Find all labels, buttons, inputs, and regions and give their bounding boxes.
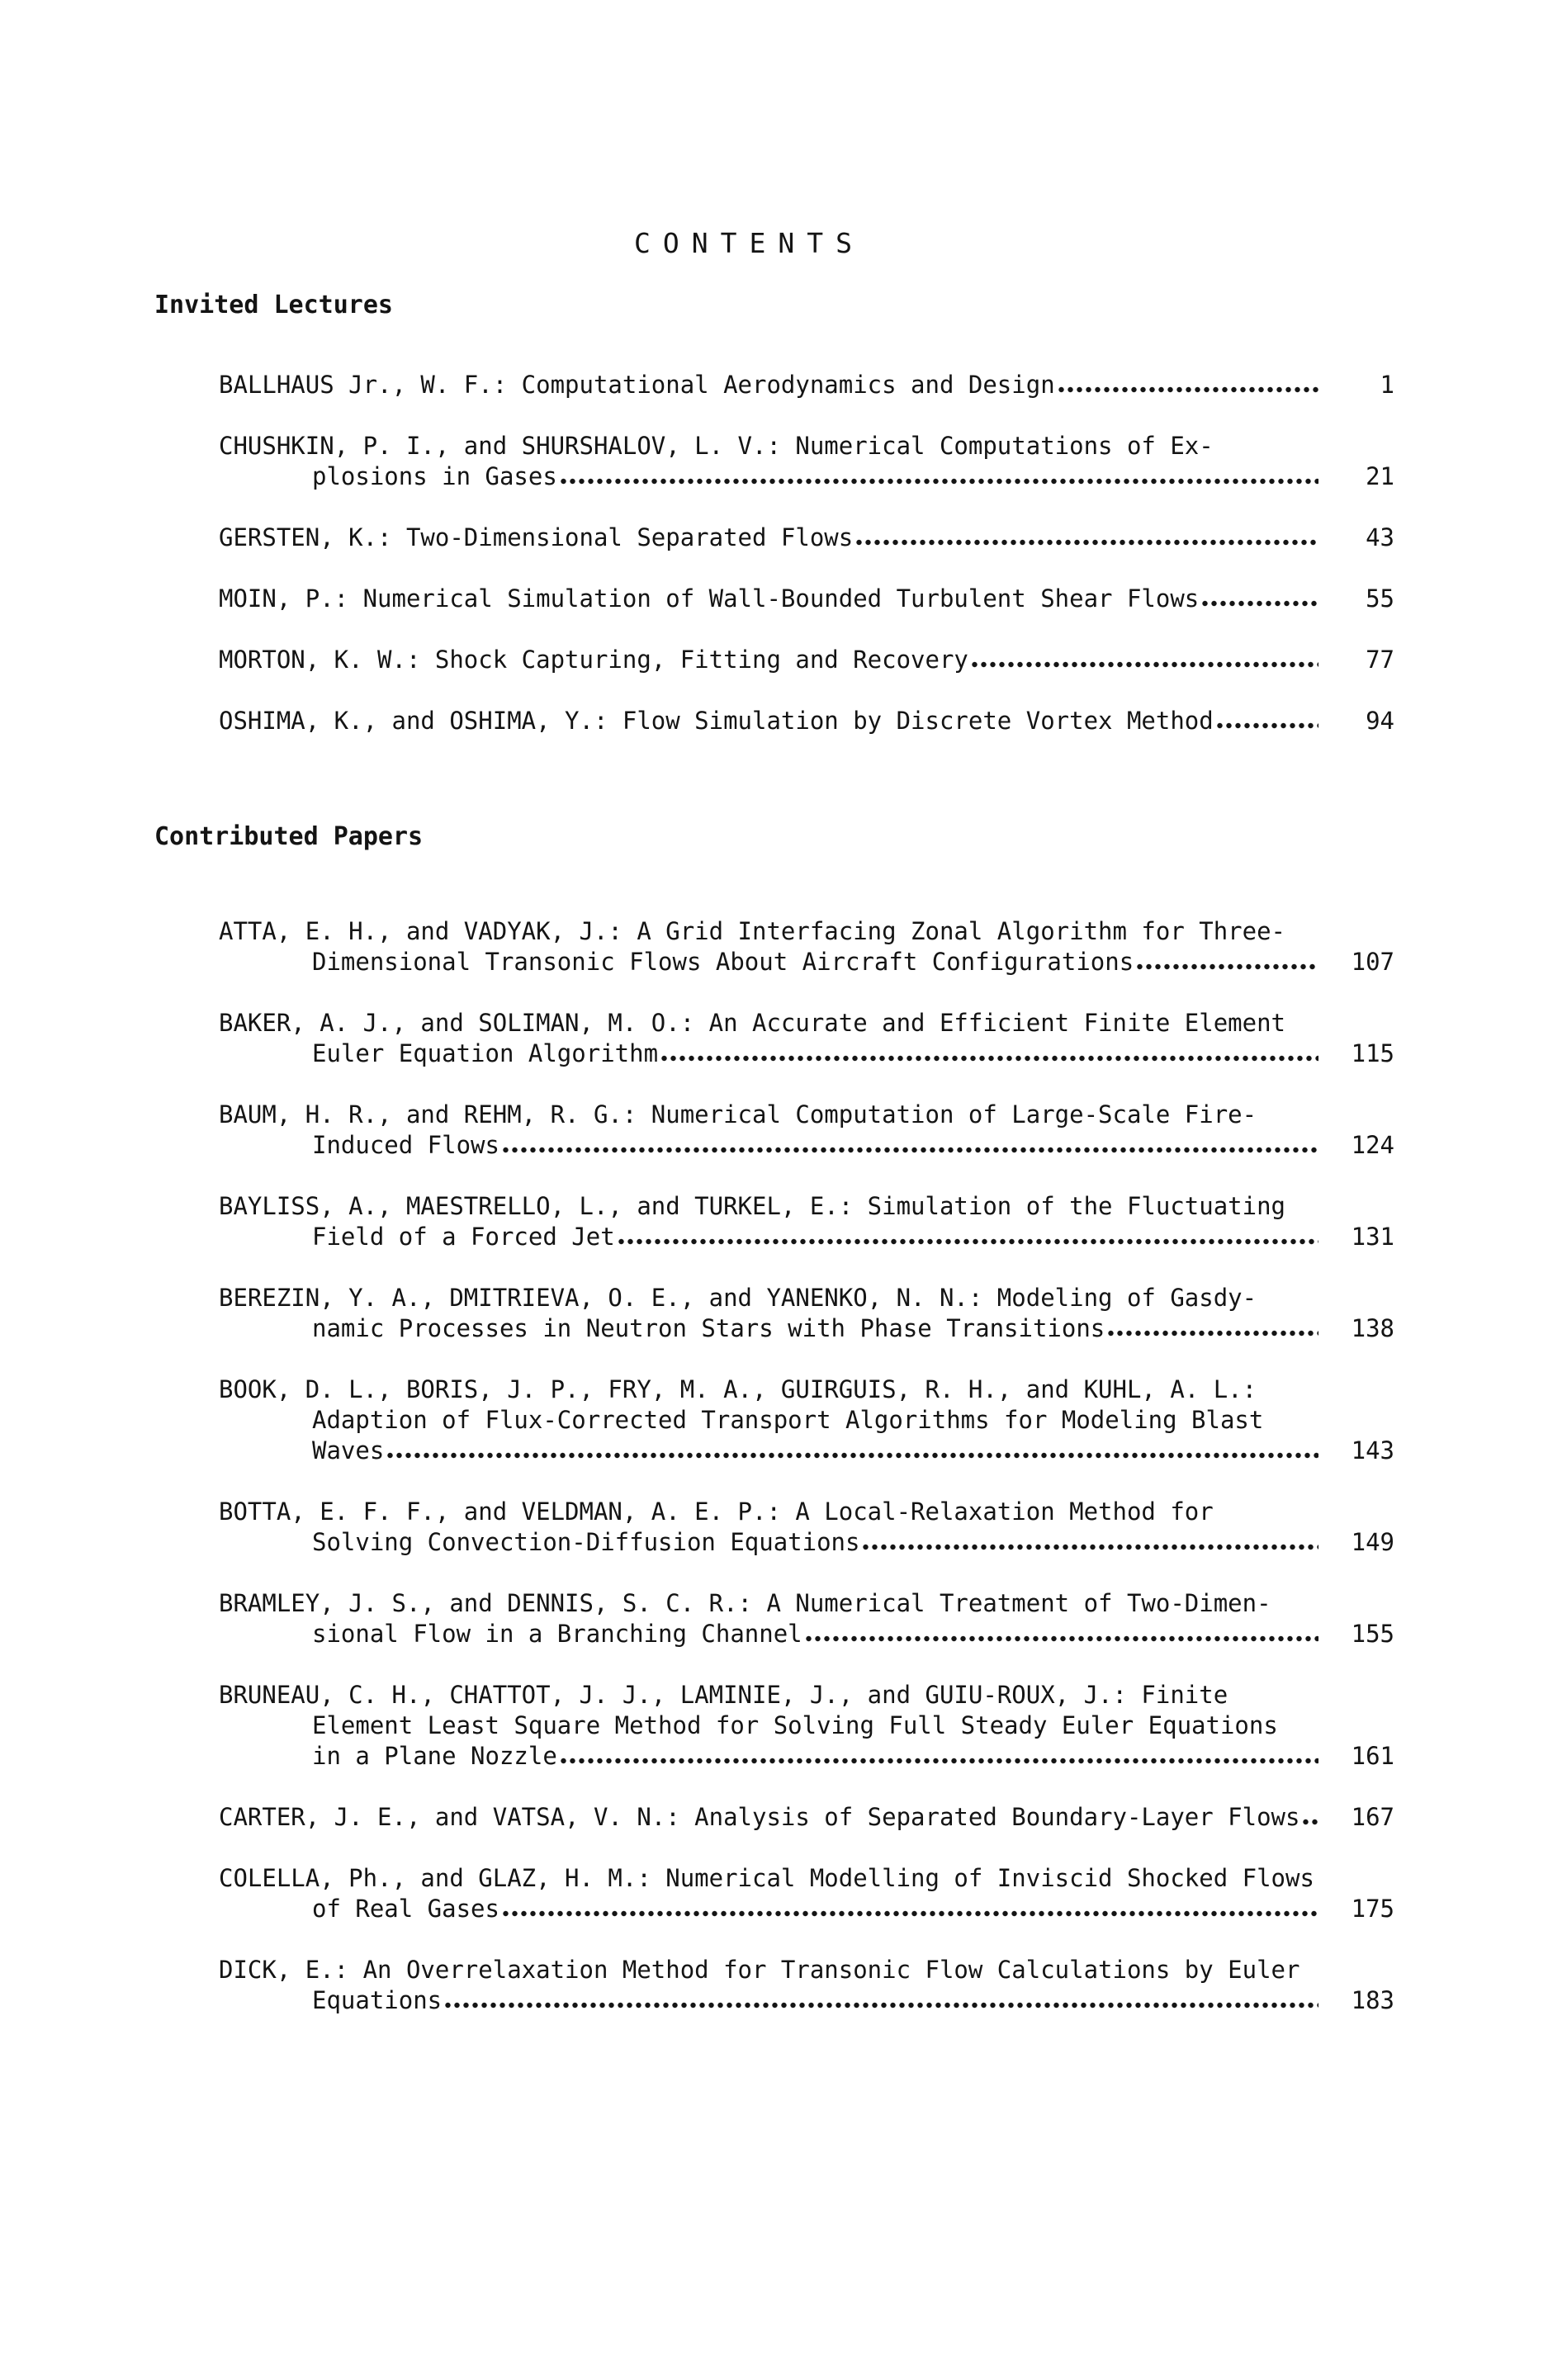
entry-text: Equations <box>312 1986 443 2014</box>
entry-line: CHUSHKIN, P. I., and SHURSHALOV, L. V.: Numerical Computations of Ex- <box>219 432 1214 460</box>
entry-text: Waves <box>312 1436 385 1464</box>
page-number: 94 <box>1366 707 1394 735</box>
entry-line: BAYLISS, A., MAESTRELLO, L., and TURKEL, E.: Simulation of the Fluctuating <box>219 1192 1286 1220</box>
entry-line <box>219 1130 1394 1161</box>
page-number: 167 <box>1351 1803 1394 1831</box>
entry-text: Induced Flows <box>312 1131 499 1159</box>
dot-leader <box>854 523 1318 553</box>
entry-text: GERSTEN, K.: Two-Dimensional Separated Flows <box>219 523 854 551</box>
entry-line: COLELLA, Ph., and GLAZ, H. M.: Numerical Modelling of Inviscid Shocked Flows <box>219 1864 1314 1892</box>
toc-entry <box>219 1955 1394 2016</box>
entry-line <box>219 1436 1394 1466</box>
toc-entry <box>219 1100 1394 1161</box>
page-number: 155 <box>1351 1620 1394 1648</box>
entry-text: sional Flow in a Branching Channel <box>312 1620 802 1648</box>
toc-entry <box>219 1680 1394 1772</box>
entry-text: MORTON, K. W.: Shock Capturing, Fitting and Recovery <box>219 646 968 674</box>
entry-line: ATTA, E. H., and VADYAK, J.: A Grid Interfacing Zonal Algorithm for Three- <box>219 917 1286 945</box>
dot-leader <box>617 1222 1318 1252</box>
dot-leader <box>1057 370 1318 400</box>
entry-text: plosions in Gases <box>312 462 557 490</box>
page-number: 131 <box>1351 1223 1394 1251</box>
entry-line: BRUNEAU, C. H., CHATTOT, J. J., LAMINIE, J., and GUIU-ROUX, J.: Finite <box>219 1681 1228 1709</box>
entry-line <box>219 370 1394 400</box>
page-number: 161 <box>1351 1742 1394 1770</box>
page-number: 175 <box>1351 1895 1394 1923</box>
page-number: 77 <box>1366 646 1394 674</box>
toc-entry <box>219 1588 1394 1649</box>
page-number: 183 <box>1351 1986 1394 2014</box>
entry-text: OSHIMA, K., and OSHIMA, Y.: Flow Simulation by Discrete Vortex Method <box>219 707 1214 735</box>
toc-entry <box>219 584 1394 614</box>
page-number: 21 <box>1366 462 1394 490</box>
entry-text: Solving Convection-Diffusion Equations <box>312 1528 860 1556</box>
page-number: 55 <box>1366 584 1394 613</box>
page-number: 1 <box>1380 371 1394 399</box>
entry-line <box>219 706 1394 736</box>
page-number: 107 <box>1351 948 1394 976</box>
toc-entry <box>219 1375 1394 1466</box>
dot-leader <box>1106 1313 1318 1344</box>
toc-entry <box>219 1283 1394 1344</box>
toc-entry <box>219 1008 1394 1069</box>
dot-leader <box>804 1619 1318 1649</box>
page-number: 124 <box>1351 1131 1394 1159</box>
entry-line: BOTTA, E. F. F., and VELDMAN, A. E. P.: A Local-Relaxation Method for <box>219 1498 1214 1526</box>
entry-line: DICK, E.: An Overrelaxation Method for Transonic Flow Calculations by Euler <box>219 1956 1300 1984</box>
dot-leader <box>501 1130 1318 1161</box>
entry-line <box>219 1741 1394 1772</box>
entry-text: CARTER, J. E., and VATSA, V. N.: Analysis of Separated Boundary-Layer Flows <box>219 1803 1300 1831</box>
entry-line: BRAMLEY, J. S., and DENNIS, S. C. R.: A Numerical Treatment of Two-Dimen- <box>219 1589 1271 1617</box>
toc-entry <box>219 370 1394 400</box>
entry-line <box>219 1222 1394 1252</box>
entry-text: Dimensional Transonic Flows About Aircraft Configurations <box>312 948 1134 976</box>
toc-entry <box>219 431 1394 492</box>
entry-line <box>219 1802 1394 1833</box>
toc-entry <box>219 523 1394 553</box>
toc-entry <box>219 706 1394 736</box>
entry-line <box>219 523 1394 553</box>
invited-lectures-list <box>219 370 1394 736</box>
entry-text: in a Plane Nozzle <box>312 1742 557 1770</box>
dot-leader <box>1200 584 1318 614</box>
entry-text: namic Processes in Neutron Stars with Phase Transitions <box>312 1314 1105 1342</box>
toc-entry <box>219 645 1394 675</box>
dot-leader <box>1135 947 1318 977</box>
entry-line: Adaption of Flux-Corrected Transport Algorithms for Modeling Blast <box>312 1406 1264 1434</box>
entry-line <box>219 1894 1394 1924</box>
entry-line: BAUM, H. R., and REHM, R. G.: Numerical Computation of Large-Scale Fire- <box>219 1100 1257 1128</box>
entry-line <box>219 947 1394 977</box>
section-heading-contributed-papers: Contributed Papers <box>154 822 424 851</box>
dot-leader <box>501 1894 1318 1924</box>
dot-leader <box>386 1436 1318 1466</box>
toc-entry <box>219 1497 1394 1558</box>
entry-line <box>219 1619 1394 1649</box>
dot-leader <box>559 461 1318 492</box>
toc-entry <box>219 916 1394 977</box>
toc-entry <box>219 1863 1394 1924</box>
entry-line: BOOK, D. L., BORIS, J. P., FRY, M. A., GUIRGUIS, R. H., and KUHL, A. L.: <box>219 1375 1257 1403</box>
dot-leader <box>660 1039 1318 1069</box>
dot-leader <box>443 1985 1318 2016</box>
dot-leader <box>861 1527 1318 1558</box>
page-number: 138 <box>1351 1314 1394 1342</box>
entry-text: BALLHAUS Jr., W. F.: Computational Aerodynamics and Design <box>219 371 1055 399</box>
entry-line <box>219 1985 1394 2016</box>
entry-text: MOIN, P.: Numerical Simulation of Wall-Bounded Turbulent Shear Flows <box>219 584 1200 613</box>
entry-line <box>219 461 1394 492</box>
entry-line <box>219 1313 1394 1344</box>
entry-line <box>219 1527 1394 1558</box>
contributed-papers-list <box>219 916 1394 2016</box>
entry-line: BEREZIN, Y. A., DMITRIEVA, O. E., and YANENKO, N. N.: Modeling of Gasdy- <box>219 1284 1257 1312</box>
dot-leader <box>559 1741 1318 1772</box>
page-number: 115 <box>1351 1039 1394 1067</box>
dot-leader <box>1215 706 1318 736</box>
section-heading-invited-lectures: Invited Lectures <box>154 291 393 319</box>
entry-text: Euler Equation Algorithm <box>312 1039 659 1067</box>
entry-line: BAKER, A. J., and SOLIMAN, M. O.: An Accurate and Efficient Finite Element <box>219 1009 1286 1037</box>
page-title: CONTENTS <box>634 227 864 259</box>
entry-text: of Real Gases <box>312 1895 499 1923</box>
toc-entry <box>219 1191 1394 1252</box>
page-number: 143 <box>1351 1436 1394 1464</box>
entry-text: Field of a Forced Jet <box>312 1223 615 1251</box>
dot-leader <box>1301 1802 1318 1833</box>
entry-line: Element Least Square Method for Solving Full Steady Euler Equations <box>312 1711 1278 1739</box>
dot-leader <box>970 645 1318 675</box>
page-number: 149 <box>1351 1528 1394 1556</box>
page-number: 43 <box>1366 523 1394 551</box>
entry-line <box>219 1039 1394 1069</box>
entry-line <box>219 645 1394 675</box>
entry-line <box>219 584 1394 614</box>
toc-entry <box>219 1802 1394 1833</box>
